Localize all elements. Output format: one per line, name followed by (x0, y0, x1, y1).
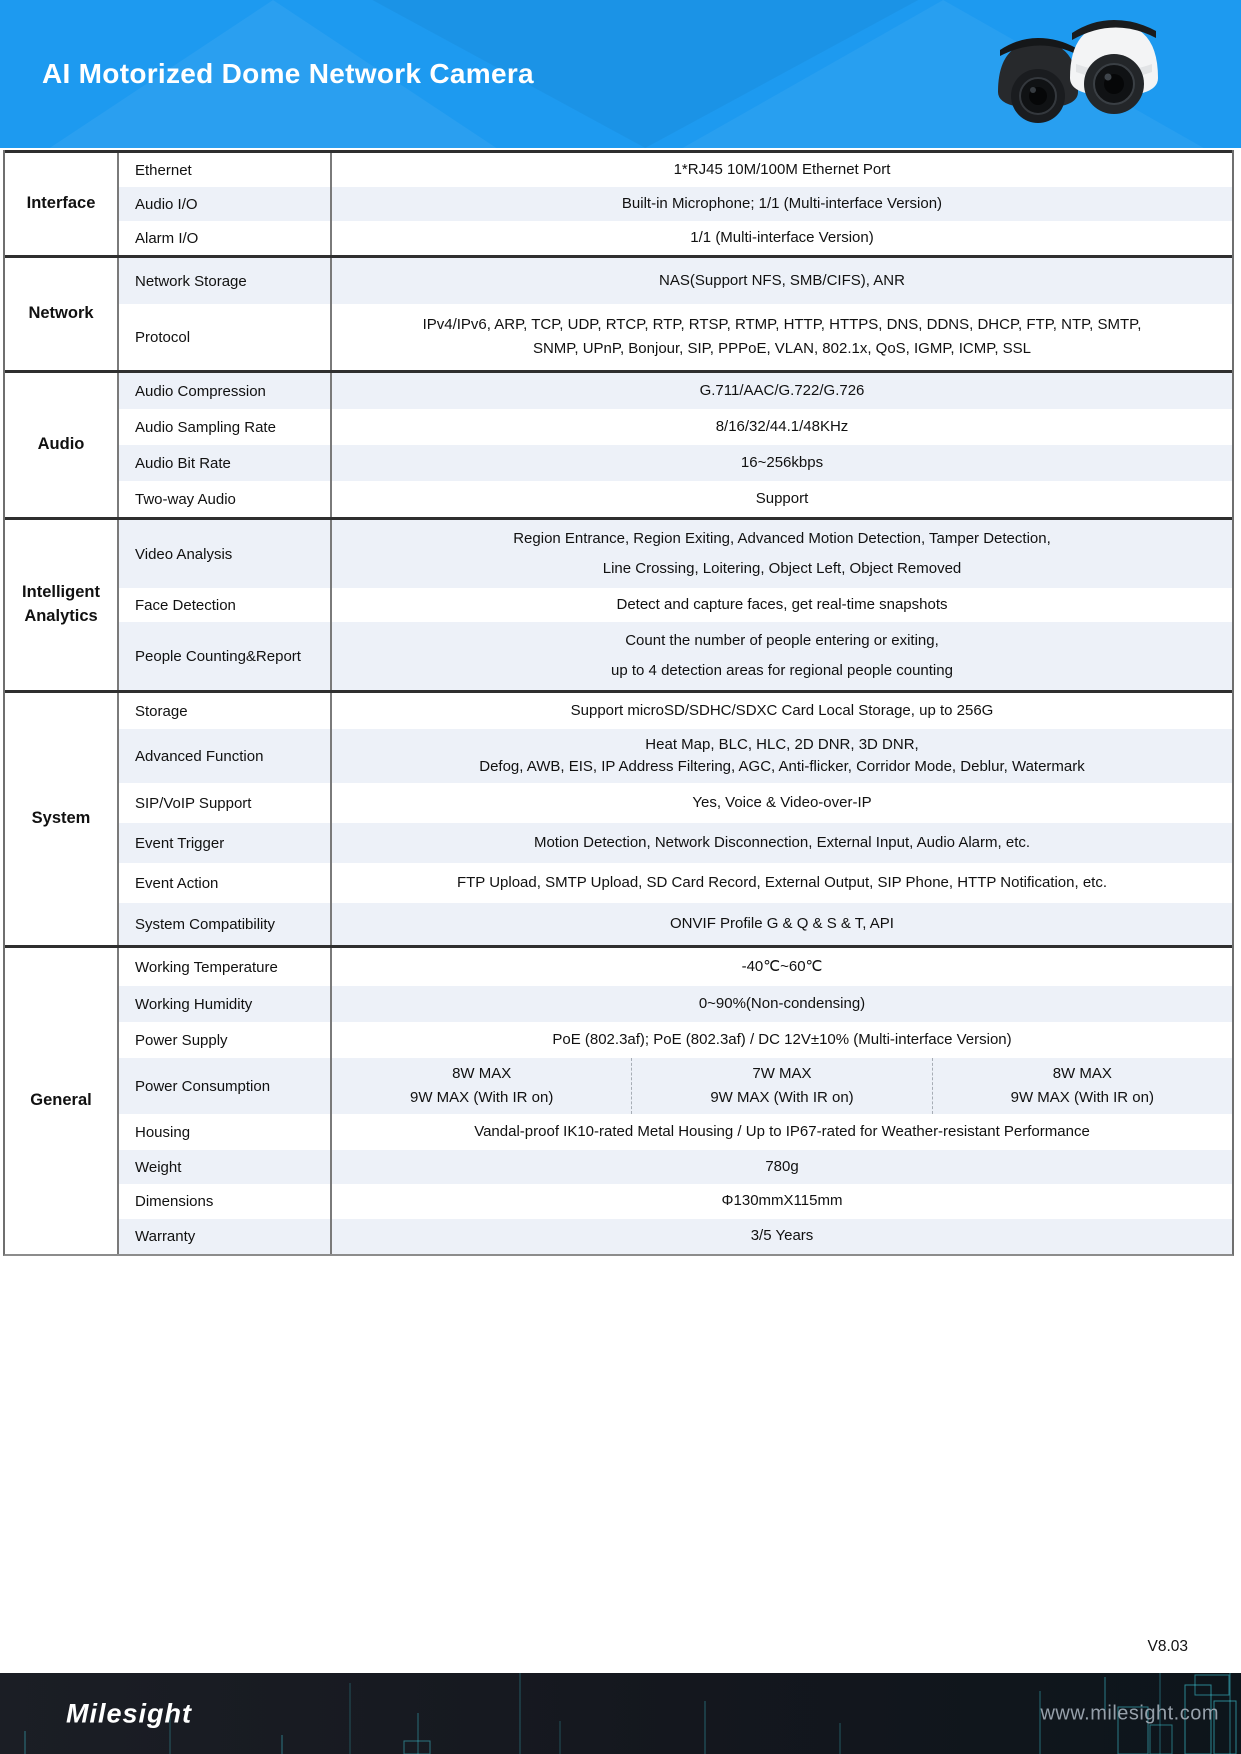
value-line: ONVIF Profile G & Q & S & T, API (670, 914, 894, 932)
value-line: 8/16/32/44.1/48KHz (715, 417, 849, 435)
header-banner (0, 0, 1241, 148)
spec-row (119, 622, 1232, 690)
spec-group-system (5, 690, 1232, 945)
param-cell: Ethernet (119, 153, 332, 187)
param-cell: People Counting&Report (119, 622, 332, 690)
value-line: Region Entrance, Region Exiting, Advanced Motion Detection, Tamper Detection, (513, 530, 1051, 547)
spec-row (119, 373, 1232, 409)
param-cell: Weight (119, 1150, 332, 1184)
spec-row (119, 823, 1232, 863)
param-cell: Advanced Function (119, 729, 332, 783)
param-cell: Working Humidity (119, 986, 332, 1022)
value-line: 0~90%(Non-condensing) (698, 994, 866, 1012)
footer (0, 1673, 1241, 1754)
value-line: Count the number of people entering or exiting, (625, 632, 939, 649)
param-cell: Video Analysis (119, 520, 332, 588)
value-line: Vandal-proof IK10-rated Metal Housing / Up to IP67-rated for Weather-resistant Performance (474, 1122, 1090, 1140)
spec-row (119, 1184, 1232, 1219)
value-line: Support (755, 489, 809, 507)
value-subcolumn (631, 1058, 931, 1114)
spec-row (119, 1022, 1232, 1058)
value-cell (332, 153, 1232, 187)
param-cell: Event Trigger (119, 823, 332, 863)
value-cell (332, 948, 1232, 986)
spec-group-general (5, 945, 1232, 1254)
value-cell (332, 1219, 1232, 1254)
value-cell (332, 520, 1232, 588)
param-cell: Audio Compression (119, 373, 332, 409)
value-cell (332, 304, 1232, 370)
value-line: NAS(Support NFS, SMB/CIFS), ANR (659, 271, 905, 289)
value-line: 9W MAX (With IR on) (409, 1089, 554, 1106)
spec-row (119, 187, 1232, 221)
value-line: 9W MAX (With IR on) (1010, 1089, 1154, 1106)
value-cell (332, 1058, 1232, 1114)
dome-cameras-image (990, 14, 1170, 140)
value-line: Detect and capture faces, get real-time snapshots (616, 595, 948, 613)
category-cell: Audio (5, 373, 119, 517)
value-line: 7W MAX (752, 1065, 812, 1082)
value-line: Built-in Microphone; 1/1 (Multi-interface Version) (621, 194, 943, 212)
value-line: FTP Upload, SMTP Upload, SD Card Record, External Output, SIP Phone, HTTP Notification, etc. (456, 873, 1108, 891)
category-cell: General (5, 948, 119, 1254)
value-line: 16~256kbps (740, 453, 824, 471)
spec-row (119, 258, 1232, 304)
spec-row (119, 221, 1232, 255)
spec-row (119, 520, 1232, 588)
value-cell (332, 693, 1232, 729)
param-cell: System Compatibility (119, 903, 332, 945)
category-cell: Interface (5, 153, 119, 255)
category-cell: System (5, 693, 119, 945)
value-cell (332, 409, 1232, 445)
value-cell (332, 1114, 1232, 1150)
spec-row (119, 903, 1232, 945)
spec-group-interface (5, 150, 1232, 255)
spec-row (119, 986, 1232, 1022)
spec-row (119, 304, 1232, 370)
value-cell (332, 187, 1232, 221)
value-cell (332, 863, 1232, 903)
param-cell: Two-way Audio (119, 481, 332, 517)
website-link: www.milesight.com (1040, 1702, 1219, 1724)
value-line: 8W MAX (1052, 1065, 1112, 1082)
value-line: 8W MAX (452, 1065, 512, 1082)
spec-row (119, 153, 1232, 187)
value-cell (332, 1022, 1232, 1058)
param-cell: Power Supply (119, 1022, 332, 1058)
value-line: 1*RJ45 10M/100M Ethernet Port (673, 160, 891, 178)
value-line: Support microSD/SDHC/SDXC Card Local Storage, up to 256G (570, 701, 994, 719)
value-cell (332, 481, 1232, 517)
spec-row (119, 409, 1232, 445)
value-line: Heat Map, BLC, HLC, 2D DNR, 3D DNR, (645, 736, 919, 754)
spec-row (119, 863, 1232, 903)
param-cell: Storage (119, 693, 332, 729)
spec-row (119, 1219, 1232, 1254)
param-cell: Working Temperature (119, 948, 332, 986)
value-cell (332, 373, 1232, 409)
value-line: up to 4 detection areas for regional people counting (611, 662, 953, 679)
spec-group-audio (5, 370, 1232, 517)
param-cell: Housing (119, 1114, 332, 1150)
value-cell (332, 823, 1232, 863)
param-cell: Alarm I/O (119, 221, 332, 255)
value-cell (332, 1184, 1232, 1219)
value-cell (332, 258, 1232, 304)
param-cell: Warranty (119, 1219, 332, 1254)
value-line: 1/1 (Multi-interface Version) (690, 228, 874, 246)
param-cell: Face Detection (119, 588, 332, 622)
milesight-logo: Milesight (66, 1698, 193, 1728)
value-cell (332, 622, 1232, 690)
spec-row (119, 948, 1232, 986)
page-title: AI Motorized Dome Network Camera (42, 58, 534, 89)
param-cell: Dimensions (119, 1184, 332, 1219)
value-line: Line Crossing, Loitering, Object Left, Object Removed (602, 560, 962, 577)
value-subcolumn (332, 1058, 631, 1114)
spec-row (119, 481, 1232, 517)
value-cell (332, 1150, 1232, 1184)
value-cell (332, 903, 1232, 945)
value-line: Motion Detection, Network Disconnection, External Input, Audio Alarm, etc. (533, 833, 1031, 851)
value-line: PoE (802.3af); PoE (802.3af) / DC 12V±10% (Multi-interface Version) (552, 1030, 1012, 1048)
spec-row (119, 445, 1232, 481)
version-label: V8.03 (1147, 1638, 1188, 1655)
value-line: Yes, Voice & Video-over-IP (692, 793, 872, 811)
value-cell (332, 445, 1232, 481)
value-cell (332, 729, 1232, 783)
spec-row (119, 783, 1232, 823)
value-line: Defog, AWB, EIS, IP Address Filtering, AGC, Anti-flicker, Corridor Mode, Deblur, Watermark (479, 758, 1085, 775)
param-cell: Network Storage (119, 258, 332, 304)
value-line: -40℃~60℃ (741, 957, 823, 975)
value-line: SNMP, UPnP, Bonjour, SIP, PPPoE, VLAN, 802.1x, QoS, IGMP, ICMP, SSL (532, 340, 1032, 357)
param-cell: Audio Bit Rate (119, 445, 332, 481)
spec-row (119, 729, 1232, 783)
value-cell (332, 221, 1232, 255)
value-cell (332, 986, 1232, 1022)
category-cell: Intelligent Analytics (5, 520, 119, 690)
param-cell: Audio Sampling Rate (119, 409, 332, 445)
spec-row (119, 693, 1232, 729)
param-cell: Power Consumption (119, 1058, 332, 1114)
value-line: 3/5 Years (750, 1227, 814, 1245)
spec-table (3, 150, 1234, 1256)
value-line: Φ130mmX115mm (721, 1192, 843, 1210)
value-line: G.711/AAC/G.722/G.726 (699, 381, 865, 399)
spec-row (119, 1058, 1232, 1114)
param-cell: SIP/VoIP Support (119, 783, 332, 823)
value-line: IPv4/IPv6, ARP, TCP, UDP, RTCP, RTP, RTSP, RTMP, HTTP, HTTPS, DNS, DDNS, DHCP, FTP, NTP, SMTP, (422, 316, 1142, 333)
category-cell: Network (5, 258, 119, 370)
spec-row (119, 1114, 1232, 1150)
param-cell: Protocol (119, 304, 332, 370)
value-cell (332, 588, 1232, 622)
spec-row (119, 588, 1232, 622)
value-subcolumn (932, 1058, 1232, 1114)
value-line: 780g (765, 1157, 799, 1175)
value-line: 9W MAX (With IR on) (710, 1089, 854, 1106)
param-cell: Audio I/O (119, 187, 332, 221)
spec-group-intelligent-analytics (5, 517, 1232, 690)
spec-row (119, 1150, 1232, 1184)
param-cell: Event Action (119, 863, 332, 903)
value-cell (332, 783, 1232, 823)
spec-group-network (5, 255, 1232, 370)
